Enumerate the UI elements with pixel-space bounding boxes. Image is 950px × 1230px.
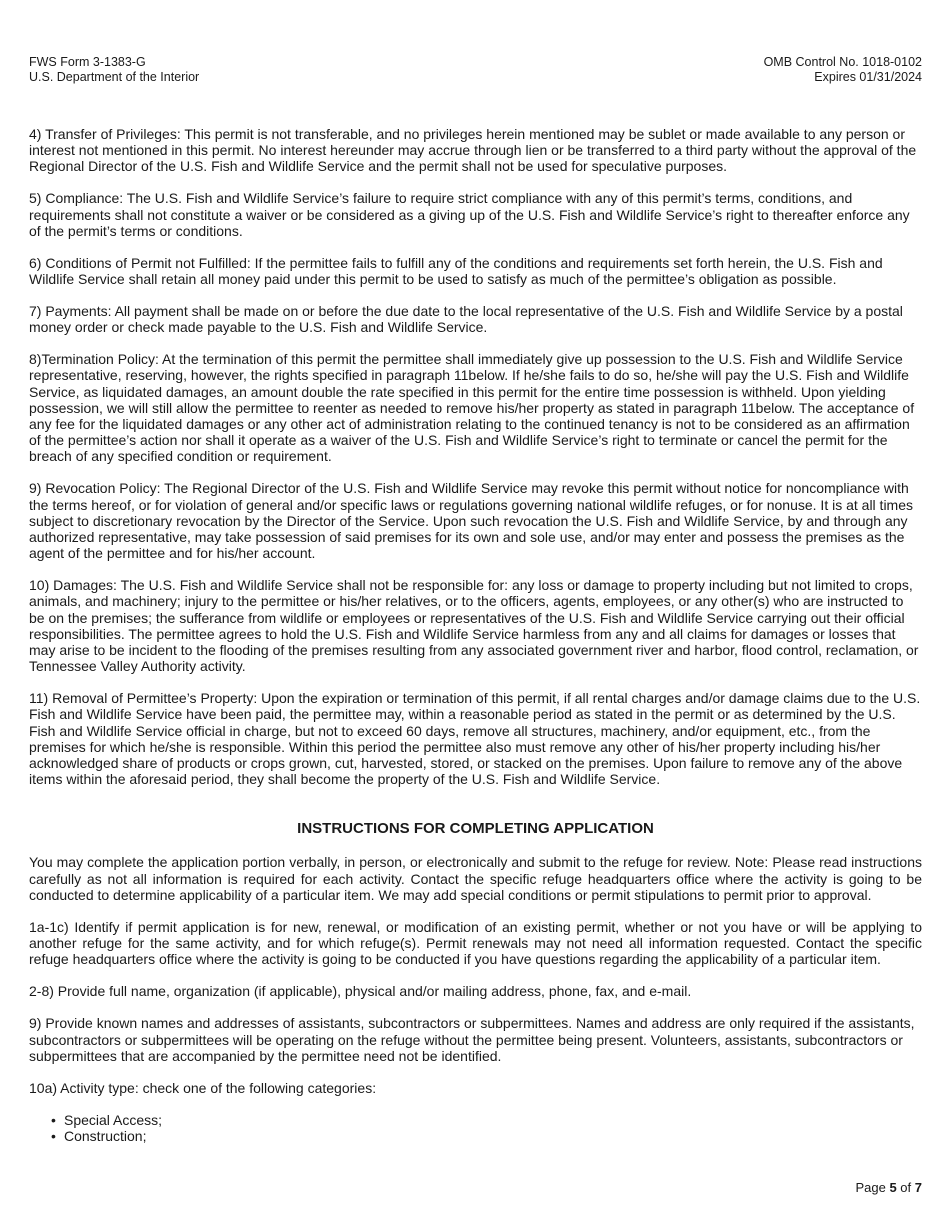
clause-compliance: 5) Compliance: The U.S. Fish and Wildlife Service’s failure to require strict compliance with any of this permit’s terms, conditions, and requirements shall not constitute a waiver or be considered as a giving up of the U.S. Fish and Wildlife Service’s right to thereafter enforce any of the permit’s terms or conditions. [29, 190, 910, 239]
activity-type-list [29, 1112, 922, 1144]
clause-termination-policy: 8)Termination Policy: At the termination of this permit the permittee shall immediately give up possession to the U.S. Fish and Wildlife Service representative, reserving, however, the rights specified in paragraph 11below. If he/she fails to do so, he/she will pay the U.S. Fish and Wildlife Service, as liquidated damages, an amount double the rate specified in this permit for the entire time possession is withheld. Upon yielding possession, we will still allow the permittee to reenter as needed to remove his/her property as stated in paragraph 11below. The acceptance of any fee for the liquidated damages or any other act of administration relating to the continued tenancy is not to be considered as an affirmation of the permittee’s action nor shall it operate as a waiver of the U.S. Fish and Wildlife Service’s right to terminate or cancel the permit for the breach of any specified condition or requirement. [29, 351, 915, 465]
page-header [29, 55, 922, 85]
of-word: of [900, 1180, 912, 1195]
clause-conditions-not-fulfilled: 6) Conditions of Permit not Fulfilled: If the permittee fails to fulfill any of the conditions and requirements set forth herein, the U.S. Fish and Wildlife Service shall retain all money paid under this permit to be used to satisfy as much of the permittee’s obligation as possible. [29, 254, 883, 288]
instructions-item-10a: 10a) Activity type: check one of the following categories: [29, 1079, 377, 1096]
omb-control-number: OMB Control No. 1018-0102 [763, 55, 922, 69]
expiration-date: Expires 01/31/2024 [814, 70, 922, 84]
instructions-item-2-8: 2-8) Provide full name, organization (if applicable), physical and/or mailing address, phone, fax, and e-mail. [29, 983, 692, 1000]
clause-transfer-of-privileges: 4) Transfer of Privileges: This permit is not transferable, and no privileges herein mentioned may be sublet or made available to any person or interest not mentioned in this permit. No interest hereunder may accrue through lien or be transferred to a third party without the approval of the Regional Director of the U.S. Fish and Wildlife Service and the permit shall not be used for speculative purposes. [29, 126, 917, 175]
clause-damages: 10) Damages: The U.S. Fish and Wildlife Service shall not be responsible for: any loss or damage to property including but not limited to crops, animals, and machinery; injury to the permittee or his/her relatives, or to the officers, agents, employees, or any other(s) who are instructed to be on the premises; the sufferance from wildlife or employees or representatives of the U.S. Fish and Wildlife Service carrying out their official responsibilities. The permittee agrees to hold the U.S. Fish and Wildlife Service harmless from any and all claims for damages or losses that may arise to be incident to the flooding of the premises resulting from any associated government river and harbor, flood control, reclamation, or Tennessee Valley Authority activity. [29, 577, 919, 675]
instructions-item-1a-1c: 1a-1c) Identify if permit application is for new, renewal, or modification of an existing permit, whether or not you have or will be applying to another refuge for the same activity, and for which refuge(s). Permit renewals may not need all information requested. Contact the specific refuge headquarters office where the activity is going to be conducted if you have questions regarding the applicability of a particular item. [29, 918, 922, 968]
clause-removal-of-property: 11) Removal of Permittee’s Property: Upon the expiration or termination of this permit, if all rental charges and/or damage claims due to the U.S. Fish and Wildlife Service have been paid, the permittee may, within a reasonable period as stated in the permit or as determined by the U.S. Fish and Wildlife Service official in charge, but not to exceed 60 days, remove all structures, machinery, and/or equipment, etc., from the premises for which he/she is responsible. Within this period the permittee also must remove any other of his/her property including his/her acknowledged share of products or crops grown, cut, harvested, stored, or stacked on the premises. Upon failure to remove any of the above items within the aforesaid period, they shall become the property of the U.S. Fish and Wildlife Service. [29, 690, 921, 788]
header-right [764, 55, 922, 85]
clause-payments: 7) Payments: All payment shall be made on or before the due date to the local representative of the U.S. Fish and Wildlife Service by a postal money order or check made payable to the U.S. Fish and Wildlife Service. [29, 303, 903, 336]
page-current: 5 [889, 1180, 897, 1195]
department-name: U.S. Department of the Interior [29, 70, 200, 84]
page-word: Page [855, 1180, 886, 1195]
page-total: 7 [914, 1180, 922, 1195]
list-item: • Special Access; [64, 1112, 922, 1128]
clause-revocation-policy: 9) Revocation Policy: The Regional Director of the U.S. Fish and Wildlife Service may revoke this permit without notice for noncompliance with the terms hereof, or for violation of general and/or specific laws or regulations governing national wildlife refuges, or for nonuse. It is at all times subject to discretionary revocation by the Director of the Service. Upon such revocation the U.S. Fish and Wildlife Service, by and through any authorized representative, may take possession of said premises for its own and sole use, and/or may enter and possess the premises as the agent of the permittee and for his/her account. [29, 480, 914, 562]
header-left [29, 55, 199, 85]
document-body [29, 126, 922, 1144]
instructions-item-9: 9) Provide known names and addresses of assistants, subcontractors or subpermittees. Names and address are only required if the assistants, subcontractors or subpermittees will be operating on the refuge without the permittee being present. Volunteers, assistants, subcontractors or subpermittees that are accompanied by the permittee need not be identified. [29, 1015, 915, 1064]
instructions-intro: You may complete the application portion verbally, in person, or electronically and submit to the refuge for review. Note: Please read instructions carefully as not all information is required for each activity. Contact the specific refuge headquarters office where the activity is going to be conducted to determine applicability of a particular item. We may add special conditions or permit stipulations to permit prior to approval. [29, 854, 922, 903]
page-number [855, 1180, 922, 1195]
instructions-title: INSTRUCTIONS FOR COMPLETING APPLICATION [297, 820, 654, 838]
list-item: • Construction; [64, 1128, 922, 1144]
form-number: FWS Form 3-1383-G [29, 55, 146, 69]
